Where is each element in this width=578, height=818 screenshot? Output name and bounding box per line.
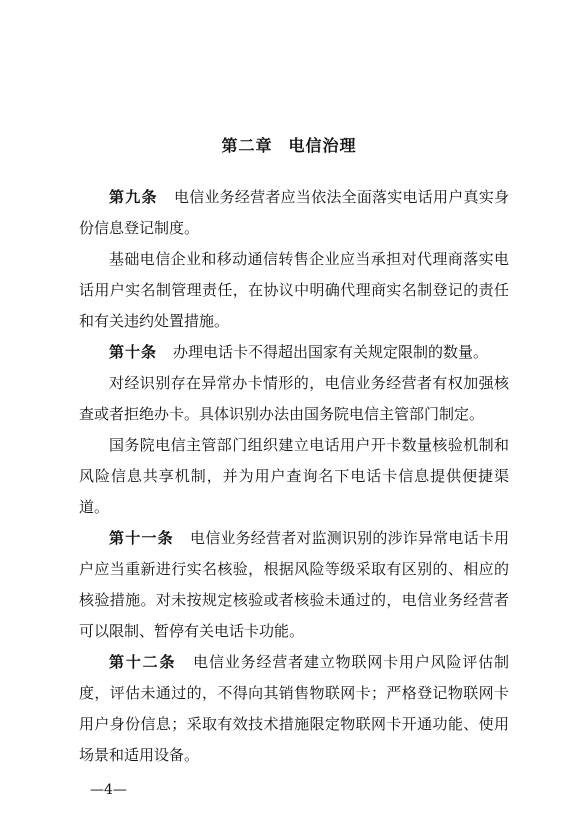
chapter-number: 第二章 — [221, 136, 273, 155]
chapter-name: 电信治理 — [288, 136, 357, 155]
paragraph-text: 电信业务经营者应当依法全面落实电话用户真实身份信息登记制度。 — [79, 188, 509, 237]
chapter-title — [0, 133, 578, 156]
page-number: —4— — [90, 782, 127, 798]
article-10-clause-2 — [79, 368, 509, 430]
paragraph-text: 电信业务经营者对监测识别的涉诈异常电话卡用户应当重新进行实名核验，根据风险等级采取有区别的、相应的核验措施。对未按规定核验或者核验未通过的，电信业务经营者可以限制、暂停有关电话卡功能。 — [79, 529, 509, 640]
paragraph-text: 国务院电信主管部门组织建立电话用户开卡数量核验机制和风险信息共享机制，并为用户查询名下电话卡信息提供便捷渠道。 — [79, 436, 509, 516]
paragraph-text: 办理电话卡不得超出国家有关规定限制的数量。 — [173, 343, 489, 361]
article-label: 第十二条 — [109, 653, 177, 671]
article-9-clause-2 — [79, 244, 509, 337]
article-9-paragraph — [79, 182, 509, 244]
article-label: 第九条 — [109, 188, 158, 206]
document-body — [79, 182, 509, 771]
article-10-clause-3 — [79, 430, 509, 523]
paragraph-text: 基础电信企业和移动通信转售企业应当承担对代理商落实电话用户实名制管理责任，在协议中明确代理商实名制登记的责任和有关违约处置措施。 — [79, 250, 509, 330]
article-10-paragraph — [79, 337, 509, 368]
paragraph-text: 电信业务经营者建立物联网卡用户风险评估制度，评估未通过的，不得向其销售物联网卡；严格登记物联网卡用户身份信息；采取有效技术措施限定物联网卡开通功能、使用场景和适用设备。 — [79, 653, 509, 764]
paragraph-text: 对经识别存在异常办卡情形的，电信业务经营者有权加强核查或者拒绝办卡。具体识别办法由国务院电信主管部门制定。 — [79, 374, 509, 423]
article-12-paragraph — [79, 647, 509, 771]
article-11-paragraph — [79, 523, 509, 647]
article-label: 第十条 — [109, 343, 158, 361]
article-label: 第十一条 — [109, 529, 174, 547]
